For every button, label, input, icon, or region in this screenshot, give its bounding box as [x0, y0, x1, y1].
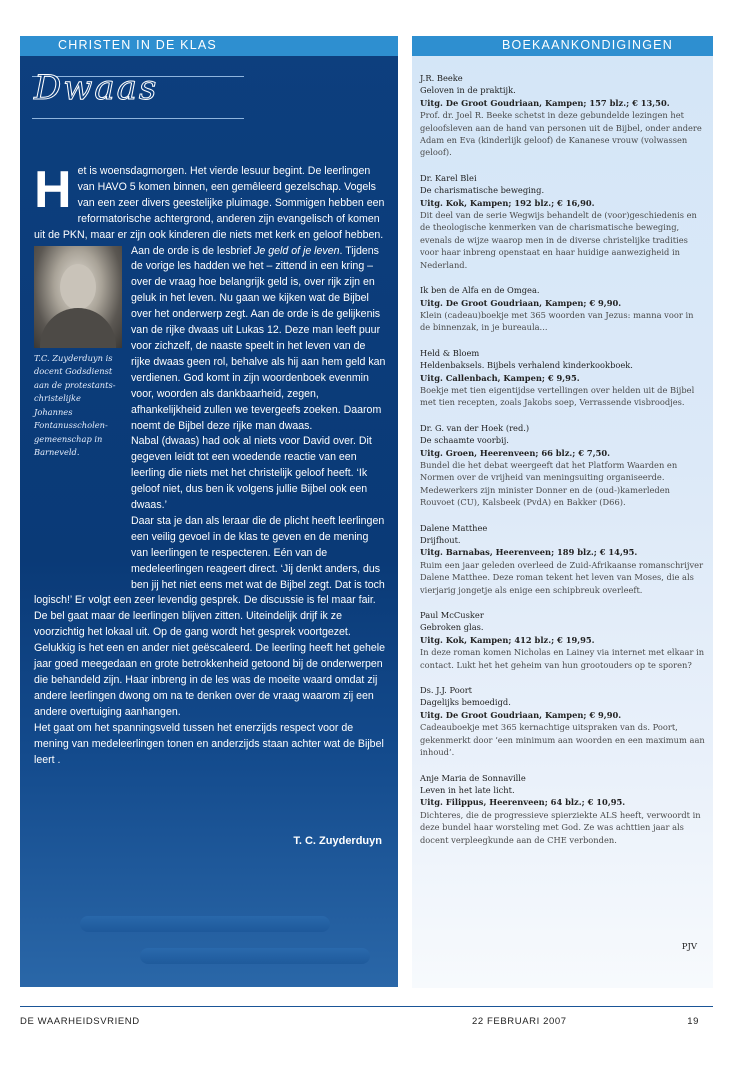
- article-title: Dwaas: [34, 68, 159, 108]
- book-title: Geloven in de praktijk.: [420, 85, 516, 96]
- book-publisher: Uitg. Groen, Heerenveen; 66 blz.; € 7,50.: [420, 447, 611, 458]
- book-description: Cadeauboekje met 365 kernachtige uitspraken van ds. Poort, gekenmerkt door ‘een minimum aan woorden en een maximum aan inhoud’.: [420, 722, 705, 758]
- book-description: Ruim een jaar geleden overleed de Zuid-Afrikaanse romanschrijver Dalene Matthee. Deze roman tekent het leven van Moses, die als vierjarig jongetje als enige een schipbreuk overleeft.: [420, 559, 704, 595]
- book-author: J.R. Beeke: [420, 73, 463, 83]
- book-publisher: Uitg. Kok, Kampen; 192 blz.; € 16,90.: [420, 197, 595, 208]
- section-header: CHRISTEN IN DE KLAS: [20, 36, 398, 56]
- book-title: Leven in het late licht.: [420, 784, 515, 795]
- column-christen-in-de-klas: [20, 36, 398, 987]
- book-announcement: [420, 684, 706, 758]
- paragraph: Aan de orde is de lesbrief: [131, 244, 255, 257]
- author-photo: [34, 246, 122, 348]
- page-footer: [20, 1006, 713, 1033]
- section-header: BOEKAANKONDIGINGEN: [412, 36, 713, 56]
- book-title: Heldenbaksels. Bijbels verhalend kinderkookboek.: [420, 360, 633, 371]
- book-title: De schaamte voorbij.: [420, 435, 509, 446]
- author-photo-block: [34, 246, 122, 588]
- book-publisher: Uitg. De Groot Goudriaan, Kampen; 157 blz.; € 13,50.: [420, 97, 670, 108]
- paragraph: Nabal (dwaas) had ook al niets voor David over. Dit gegeven leidt tot een woedende reactie van een leerling die niets met het christelijk geloof heeft. ‘Ik geloof niet, dus ben ik volgens jullie Bijbel ook een dwaas.’: [131, 435, 372, 512]
- paragraph: Het gaat om het spanningsveld tussen het enerzijds respect voor de mening van medeleerlingen tonen en anderzijds staan achter wat de Bijbel leert .: [34, 721, 384, 766]
- book-announcement: [420, 609, 706, 671]
- book-description: Dichteres, die de progressieve spierziekte ALS heeft, verwoordt in deze bundel haar worsteling met God. Ze was achttien jaar als docent verpleegkunde aan de CHE verbonden.: [420, 809, 701, 845]
- book-announcement: [420, 522, 706, 596]
- book-announcement: [420, 284, 706, 334]
- book-author: Held & Bloem: [420, 347, 480, 358]
- paragraph: Daar sta je dan als leraar die de plicht heeft leerlingen een veilig gevoel in de klas te geven en de mening van leerlingen te respecteren. Eén van de medeleerlingen reageert direct. ‘Jij denkt anders, dus ben jij het niet eens met wat de Bijbel zegt. Dat is toch logisch!’ Er volgt een zeer levendig gesprek. De discussie is fel maar fair.: [34, 514, 385, 607]
- book-author: Dr. Karel Blei: [420, 172, 477, 183]
- book-author: Dalene Matthee: [420, 522, 488, 533]
- paragraph: et is woensdagmorgen. Het vierde lesuur begint. De leerlingen van HAVO 5 komen binnen, een gemêleerd gezelschap. Vogels van een zeer divers geestelijke pluimage. Sommigen hebben een reformatorische achtergrond, anderen zijn evangelisch of komen uit de PKN, maar er zijn ook kinderen die niets met kerk en geloof hebben.: [34, 165, 385, 241]
- book-author: Paul McCusker: [420, 610, 484, 621]
- book-title: Gebroken glas.: [420, 622, 484, 633]
- book-publisher: Uitg. Kok, Kampen; 412 blz.; € 19,95.: [420, 634, 595, 645]
- lesson-title: Je geld of je leven: [254, 244, 340, 257]
- paragraph: . Tijdens de vorige les hadden we het – zittend in een kring – over de vraag hoe belangrijk geld is, over rijk zijn en geluk in het leven. Nu gaan we kijken wat de Bijbel over het onderwerp zegt. Aan de orde is de gelijkenis van de rijke dwaas uit Lukas 12. Deze man leeft puur voor zichzelf, de naaste speelt in het leven van de rijke dwaas geen rol, behalve als hij aan hem geld kan verdienen. God komt in zijn woordenboek evenmin voor, woorden als dankbaarheid, zegen, afhankelijkheid zullen we tevergeefs zoeken. Daarom noemt de Bijbel deze rijke man dwaas.: [131, 244, 386, 432]
- book-announcement: [420, 772, 706, 846]
- book-announcement: [420, 347, 706, 409]
- book-title: Drijfhout.: [420, 535, 461, 545]
- paragraph: De bel gaat maar de leerlingen blijven zitten. Uiteindelijk drijf ik ze voorzichtig het lokaal uit. Op de gang wordt het gesprek voortgezet.: [34, 610, 351, 639]
- book-author: Dr. G. van der Hoek (red.): [420, 422, 530, 433]
- article-author: T. C. Zuyderduyn: [293, 835, 382, 847]
- book-announcement: [420, 72, 706, 159]
- page-number: 19: [687, 1016, 699, 1027]
- signature: PJV: [681, 942, 697, 952]
- book-title: De charismatische beweging.: [420, 185, 545, 196]
- book-announcement: [420, 422, 706, 509]
- book-description: In deze roman komen Nicholas en Lainey via internet met elkaar in contact. Lukt het het geheim van hun grootouders op te sporen?: [420, 647, 705, 670]
- photo-caption: T.C. Zuyderduyn is docent Godsdienst aan de protestants-christelijke Johannes Fontanusscholen-gemeenschap in Barneveld.: [34, 352, 116, 458]
- title-rule: [32, 118, 244, 119]
- book-publisher: Uitg. Barnabas, Heerenveen; 189 blz.; € 14,95.: [420, 547, 638, 558]
- book-publisher: Uitg. De Groot Goudriaan, Kampen; € 9,90.: [420, 709, 622, 720]
- book-publisher: Uitg. De Groot Goudriaan, Kampen; € 9,90.: [420, 297, 622, 308]
- book-publisher: Uitg. Filippus, Heerenveen; 64 blz.; € 10,95.: [420, 797, 626, 808]
- book-description: Boekje met tien eigentijdse vertellingen over helden uit de Bijbel met tien recepten, zoals Jakobs soep, Verrassende visbroodjes.: [420, 384, 695, 408]
- publication-name: DE WAARHEIDSVRIEND: [20, 1016, 140, 1027]
- decorative-bar: [140, 948, 370, 964]
- book-announcement: [420, 172, 706, 271]
- book-author: Anje Maria de Sonnaville: [420, 772, 526, 783]
- book-author: Ds. J.J. Poort: [420, 685, 472, 696]
- article-body: [34, 161, 386, 768]
- book-title: Dagelijks bemoedigd.: [420, 697, 511, 708]
- paragraph: Gelukkig is het een en ander niet geëscaleerd. De leerling heeft het gehele jaar goed meegedaan en grote betrokkenheid getoond bij de onderwerpen die behandeld zijn. Haar inbreng in de les was de moeite waard omdat zij andere leerlingen dwong om na te denken over de vraag waarom zij een andere overtuiging aanhangen.: [34, 642, 386, 718]
- book-publisher: Uitg. Callenbach, Kampen; € 9,95.: [420, 372, 580, 383]
- book-description: Prof. dr. Joel R. Beeke schetst in deze gebundelde lezingen het geloofsleven aan de hand van personen uit de Bijbel, onder andere Adam en Eva (kinderlijk geloof) de Kananese vrouw (volwassen geloof).: [420, 110, 702, 158]
- issue-date: 22 FEBRUARI 2007: [472, 1016, 567, 1027]
- book-description: Dit deel van de serie Wegwijs behandelt de (voor)geschiedenis en de theologische kenmerken van de charismatische beweging, evenals de wijze waarop men in de diverse christelijke tradities voor haar inbreng openstaat en haar huidige aanwezigheid in Nederland.: [420, 210, 697, 270]
- drop-cap: H: [34, 161, 72, 219]
- book-author: Ik ben de Alfa en de Omgea.: [420, 285, 540, 296]
- book-description: Bundel die het debat weergeeft dat het Platform Waarden en Normen over de vrijheid van meningsuiting organiseerde. Medewerkers zijn minister Donner en de (oud-)kamerleden Rouvoet (CU), Kalsbeek (PvdA) en Bakker (D66).: [420, 459, 678, 508]
- book-list: [420, 72, 706, 859]
- column-boekaankondigingen: [412, 36, 713, 988]
- book-description: Klein (cadeau)boekje met 365 woorden van Jezus: manna voor in de binnenzak, in je bureaula...: [420, 309, 694, 333]
- decorative-bar: [80, 916, 330, 932]
